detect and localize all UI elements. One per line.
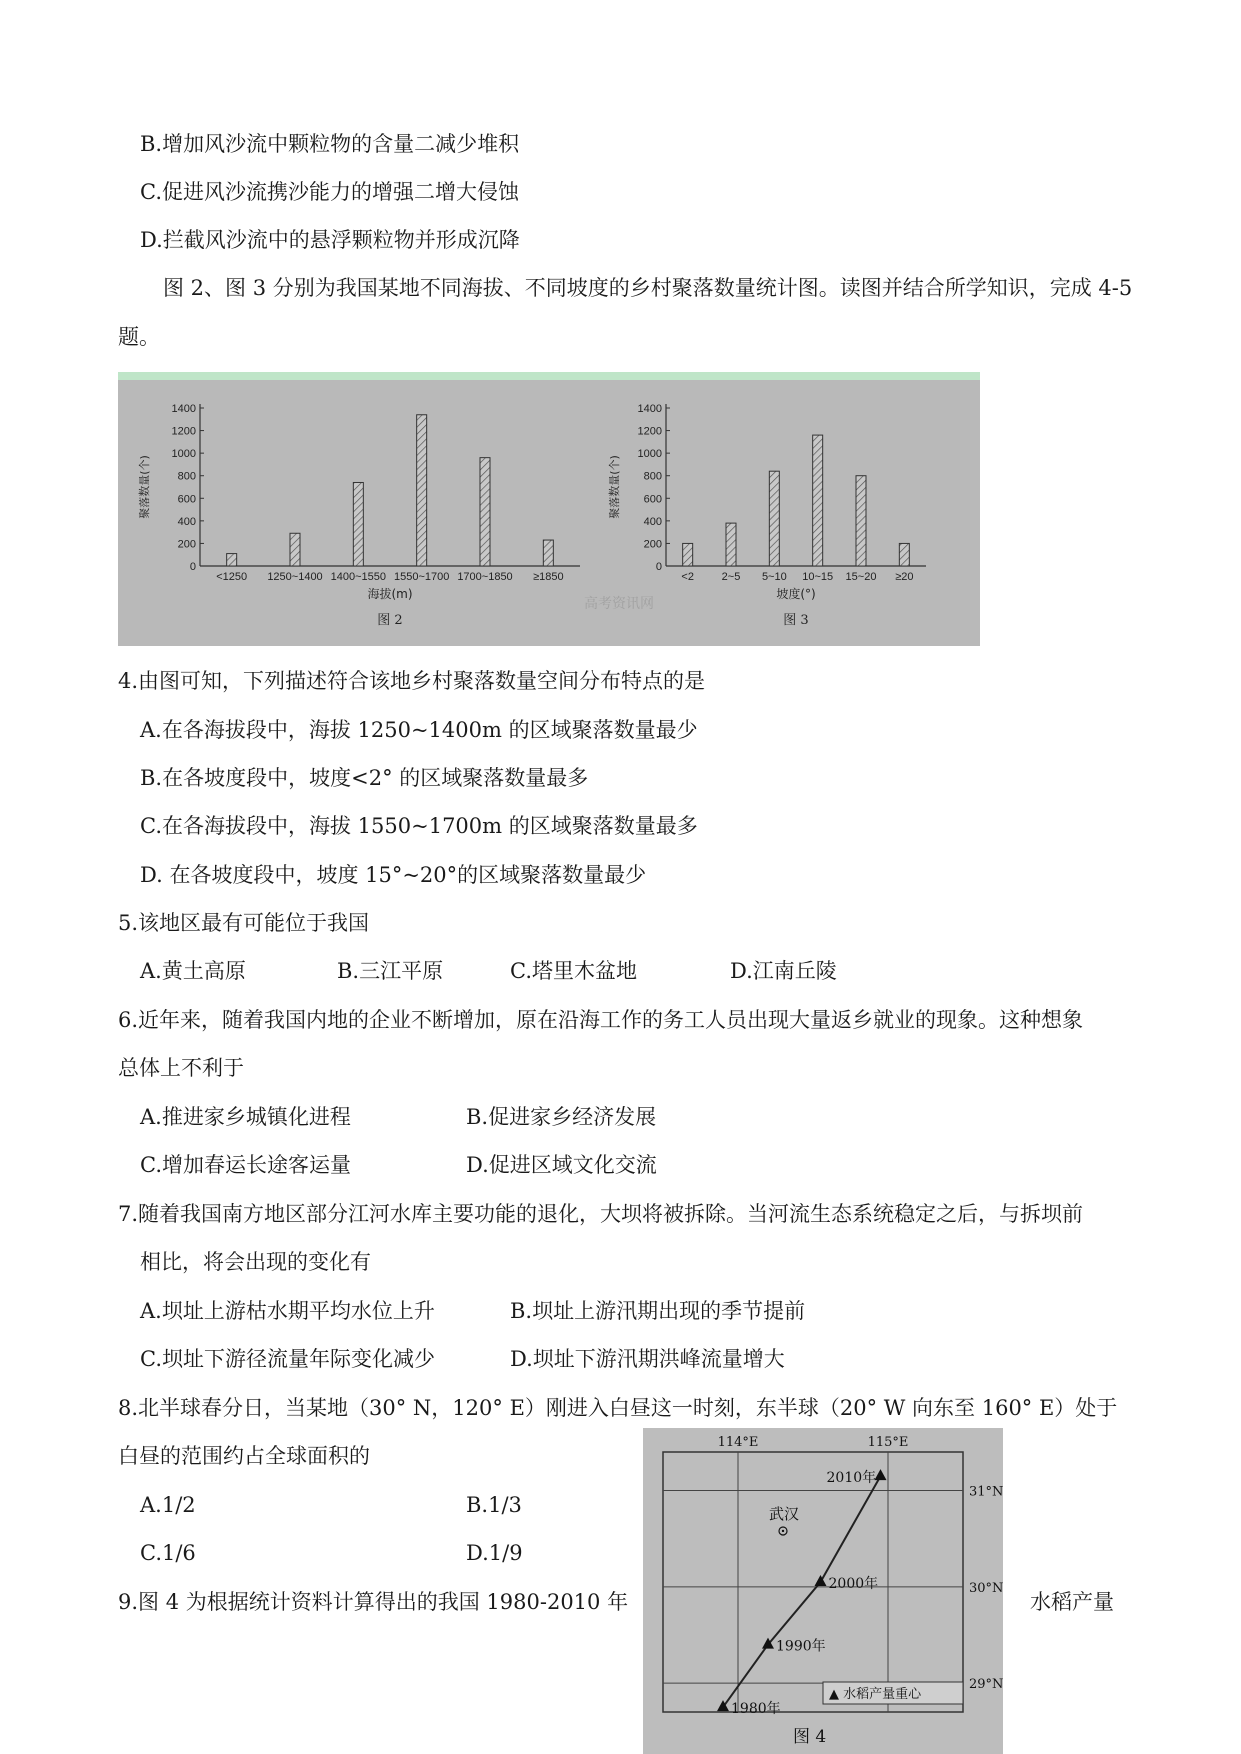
bar	[227, 554, 237, 566]
option-7d: D.坝址下游汛期洪峰流量增大	[510, 1347, 785, 1371]
centroid-year-label: 1990年	[776, 1638, 826, 1655]
y-tick-label: 1200	[637, 425, 662, 438]
chart-caption: 图 2	[377, 613, 403, 628]
centroid-year-label: 2000年	[828, 1576, 879, 1592]
centroid-year-label: 1980年	[731, 1701, 781, 1718]
watermark: 高考资讯网	[584, 595, 654, 611]
option-8d: D.1/9	[466, 1541, 523, 1565]
intro-line-1: 图 2、图 3 分别为我国某地不同海拔、不同坡度的乡村聚落数量统计图。读图并结合所学知识，完成 4-5	[163, 276, 1133, 300]
longitude-label: 115°E	[867, 1435, 909, 1450]
bar	[813, 435, 823, 566]
legend-text: ▲ 水稻产量重心	[829, 1687, 922, 1702]
y-tick-label: 800	[177, 470, 196, 483]
x-tick-label: 1700~1850	[457, 571, 513, 583]
figure-2-3-bar-charts	[118, 372, 980, 646]
option-6c: C.增加春运长途客运量	[140, 1153, 351, 1177]
question-8-line-2: 白昼的范围约占全球面积的	[118, 1444, 370, 1468]
question-9-left: 9.图 4 为根据统计资料计算得出的我国 1980-2010 年	[118, 1590, 629, 1614]
figure-background	[118, 380, 980, 646]
y-tick-label: 1000	[171, 448, 196, 461]
option-5b: B.三江平原	[337, 959, 444, 983]
x-tick-label: 15~20	[845, 571, 877, 583]
bar	[683, 543, 693, 566]
x-tick-label: 1400~1550	[330, 571, 387, 583]
top-band	[118, 372, 980, 380]
x-tick-label: <2	[681, 571, 694, 583]
bar	[353, 482, 363, 566]
question-9-right: 水稻产量	[1030, 1590, 1114, 1614]
option-3c: C.促进风沙流携沙能力的增强二增大侵蚀	[140, 180, 519, 204]
x-tick-label: ≥20	[895, 571, 914, 583]
y-tick-label: 200	[177, 538, 196, 551]
y-tick-label: 0	[655, 561, 662, 573]
option-6d: D.促进区域文化交流	[466, 1153, 657, 1177]
latitude-label: 29°N	[969, 1677, 1003, 1693]
y-tick-label: 1400	[637, 403, 662, 415]
bar	[290, 533, 300, 566]
x-tick-label: 1250~1400	[267, 571, 323, 583]
city-label: 武汉	[769, 1504, 800, 1523]
question-4: 4.由图可知，下列描述符合该地乡村聚落数量空间分布特点的是	[118, 669, 706, 693]
chart-caption: 图 3	[783, 613, 809, 628]
bar	[480, 458, 490, 566]
latitude-label: 30°N	[969, 1580, 1003, 1596]
x-axis-label: 海拔(m)	[367, 587, 413, 601]
option-5a: A.黄土高原	[140, 959, 246, 983]
question-7-line-2: 相比，将会出现的变化有	[140, 1250, 371, 1274]
intro-line-2: 题。	[118, 325, 160, 349]
x-tick-label: <1250	[216, 571, 248, 583]
x-tick-label: 5~10	[761, 571, 787, 583]
option-5c: C.塔里木盆地	[510, 959, 637, 983]
option-7a: A.坝址上游枯水期平均水位上升	[140, 1299, 435, 1323]
x-axis-label: 坡度(°)	[776, 587, 816, 601]
y-tick-label: 200	[643, 538, 662, 551]
y-tick-label: 1200	[171, 425, 196, 438]
question-5: 5.该地区最有可能位于我国	[118, 911, 370, 935]
figure-4-map	[643, 1428, 1003, 1754]
figure-4-caption: 图 4	[793, 1727, 827, 1747]
option-8a: A.1/2	[140, 1493, 196, 1517]
option-4d: D. 在各坡度段中，坡度 15°~20°的区域聚落数量最少	[140, 863, 647, 887]
option-4a: A.在各海拔段中，海拔 1250~1400m 的区域聚落数量最少	[140, 718, 698, 742]
option-8c: C.1/6	[140, 1541, 196, 1565]
option-7c: C.坝址下游径流量年际变化减少	[140, 1347, 435, 1371]
latitude-label: 31°N	[969, 1484, 1003, 1500]
option-7b: B.坝址上游汛期出现的季节提前	[510, 1299, 806, 1323]
option-4c: C.在各海拔段中，海拔 1550~1700m 的区域聚落数量最多	[140, 814, 698, 838]
y-axis-label: 聚落数量(个)	[608, 455, 621, 519]
question-6-line-1: 6.近年来，随着我国内地的企业不断增加，原在沿海工作的务工人员出现大量返乡就业的现象。这种想象	[118, 1008, 1084, 1032]
question-7-line-1: 7.随着我国南方地区部分江河水库主要功能的退化，大坝将被拆除。当河流生态系统稳定之后，与拆坝前	[118, 1202, 1084, 1226]
option-8b: B.1/3	[466, 1493, 522, 1517]
x-tick-label: 2~5	[721, 571, 741, 583]
y-tick-label: 400	[643, 515, 662, 528]
bar	[543, 540, 553, 566]
centroid-year-label: 2010年	[826, 1470, 877, 1487]
map-background	[643, 1428, 1003, 1754]
y-tick-label: 400	[177, 515, 196, 528]
question-6-line-2: 总体上不利于	[118, 1056, 244, 1080]
option-3d: D.拦截风沙流中的悬浮颗粒物并形成沉降	[140, 228, 520, 252]
bar	[726, 523, 736, 566]
option-3b: B.增加风沙流中颗粒物的含量二减少堆积	[140, 132, 520, 156]
y-axis-label: 聚落数量(个)	[138, 455, 151, 519]
x-tick-label: 10~15	[802, 571, 834, 583]
option-6b: B.促进家乡经济发展	[466, 1105, 657, 1129]
y-tick-label: 800	[643, 470, 662, 483]
y-tick-label: 1000	[637, 448, 662, 461]
y-tick-label: 1400	[171, 403, 196, 415]
longitude-label: 114°E	[717, 1435, 759, 1450]
y-tick-label: 600	[643, 493, 662, 506]
y-tick-label: 600	[177, 493, 196, 506]
bar	[899, 543, 909, 566]
city-symbol-dot	[782, 1530, 784, 1532]
bar	[856, 476, 866, 566]
x-tick-label: 1550~1700	[393, 571, 450, 583]
bar	[417, 415, 427, 566]
y-tick-label: 0	[189, 561, 196, 573]
option-4b: B.在各坡度段中，坡度<2° 的区域聚落数量最多	[140, 766, 589, 790]
option-6a: A.推进家乡城镇化进程	[140, 1105, 351, 1129]
option-5d: D.江南丘陵	[730, 959, 837, 983]
question-8-line-1: 8.北半球春分日，当某地（30° N，120° E）刚进入白昼这一时刻，东半球（20° W 向东至 160° E）处于	[118, 1396, 1118, 1420]
x-tick-label: ≥1850	[533, 571, 564, 583]
bar	[769, 471, 779, 566]
